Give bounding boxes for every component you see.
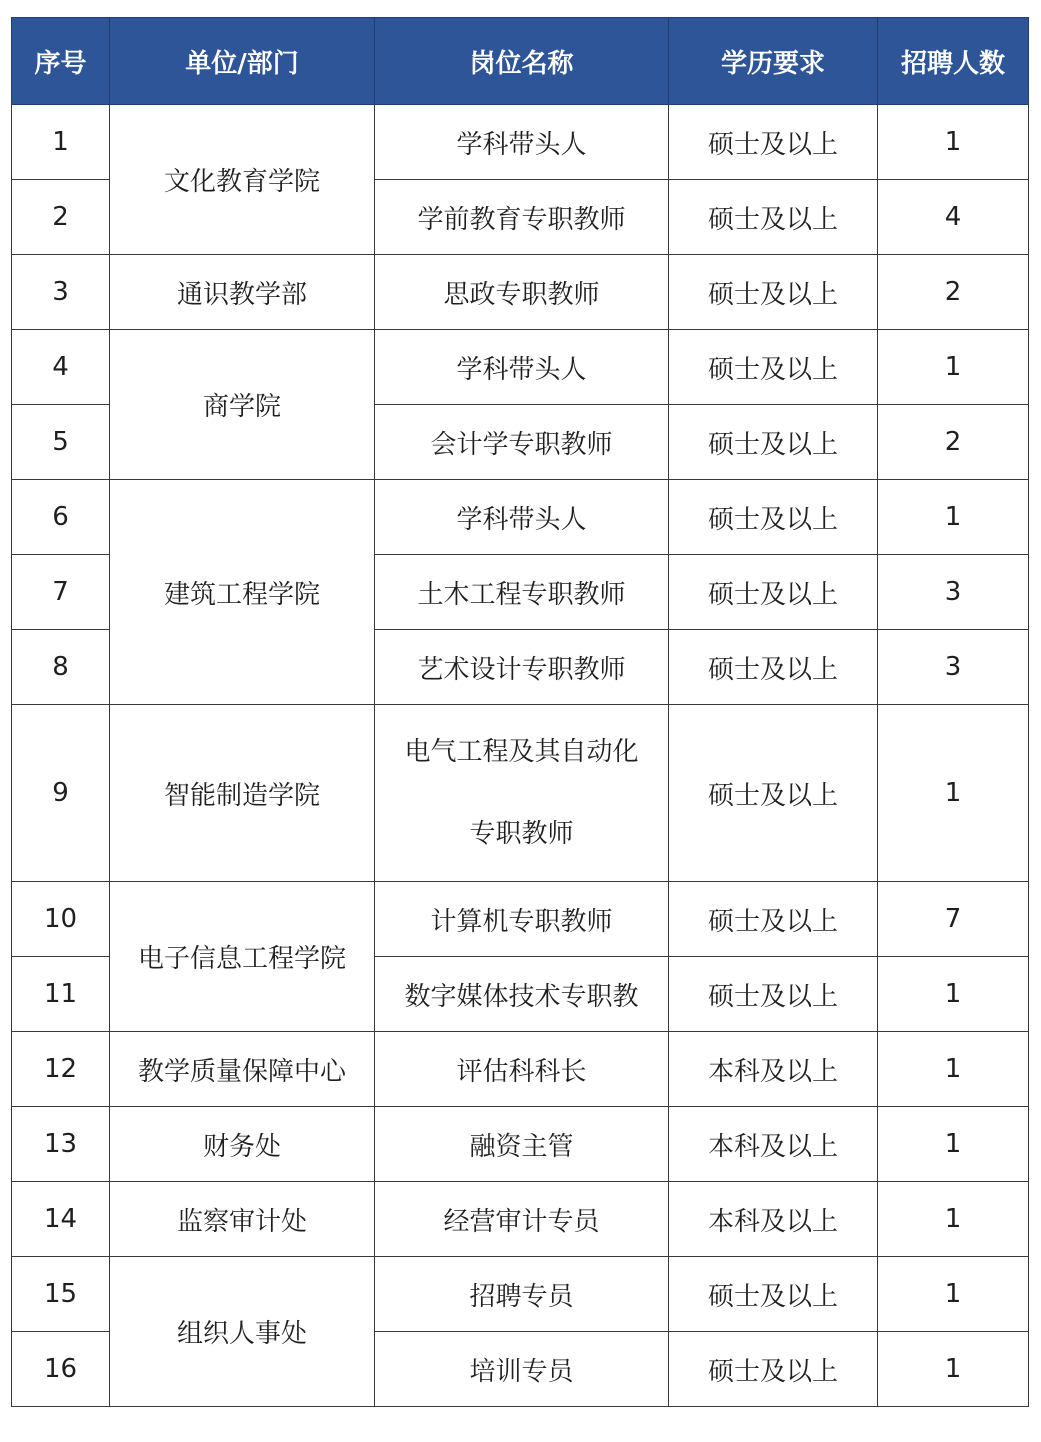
table-row [12,1257,1029,1332]
row-post: 培训专员 [375,1332,669,1407]
row-dept: 教学质量保障中心 [110,1032,375,1107]
table-row [12,1107,1029,1182]
row-edu: 硕士及以上 [669,255,878,330]
table-row [12,330,1029,405]
row-post: 学科带头人 [375,330,669,405]
row-edu: 硕士及以上 [669,882,878,957]
row-dept: 文化教育学院 [110,105,375,255]
table-row [12,480,1029,555]
row-post: 学科带头人 [375,105,669,180]
row-count: 7 [878,882,1029,957]
row-no: 10 [12,882,110,957]
row-edu: 硕士及以上 [669,405,878,480]
row-edu: 硕士及以上 [669,330,878,405]
row-edu: 硕士及以上 [669,180,878,255]
row-no: 14 [12,1182,110,1257]
row-no: 13 [12,1107,110,1182]
row-count: 1 [878,957,1029,1032]
row-edu: 硕士及以上 [669,1332,878,1407]
row-post: 计算机专职教师 [375,882,669,957]
row-no: 7 [12,555,110,630]
row-count: 1 [878,705,1029,882]
row-count: 1 [878,1257,1029,1332]
table-row [12,1182,1029,1257]
row-no: 2 [12,180,110,255]
row-post: 艺术设计专职教师 [375,630,669,705]
row-edu: 硕士及以上 [669,555,878,630]
row-no: 3 [12,255,110,330]
row-no: 9 [12,705,110,882]
row-count: 3 [878,555,1029,630]
header-post: 岗位名称 [375,18,669,105]
row-count: 1 [878,1332,1029,1407]
table-row [12,255,1029,330]
row-no: 1 [12,105,110,180]
row-edu: 本科及以上 [669,1107,878,1182]
row-count: 1 [878,1107,1029,1182]
row-post: 招聘专员 [375,1257,669,1332]
header-row [12,18,1029,105]
row-edu: 硕士及以上 [669,1257,878,1332]
row-no: 6 [12,480,110,555]
row-dept: 组织人事处 [110,1257,375,1407]
row-count: 3 [878,630,1029,705]
row-dept: 智能制造学院 [110,705,375,882]
row-no: 11 [12,957,110,1032]
row-post: 土木工程专职教师 [375,555,669,630]
table-row [12,705,1029,882]
row-post: 评估科科长 [375,1032,669,1107]
row-no: 15 [12,1257,110,1332]
header-count: 招聘人数 [878,18,1029,105]
row-post-line2: 专职教师 [469,819,574,849]
row-no: 16 [12,1332,110,1407]
row-dept: 建筑工程学院 [110,480,375,705]
row-count: 1 [878,1182,1029,1257]
row-edu: 硕士及以上 [669,705,878,882]
row-no: 4 [12,330,110,405]
row-post: 会计学专职教师 [375,405,669,480]
row-count: 1 [878,1032,1029,1107]
row-dept: 监察审计处 [110,1182,375,1257]
table-row [12,882,1029,957]
row-edu: 硕士及以上 [669,630,878,705]
row-no: 12 [12,1032,110,1107]
row-count: 1 [878,480,1029,555]
row-count: 4 [878,180,1029,255]
table-row [12,105,1029,180]
row-post: 经营审计专员 [375,1182,669,1257]
row-count: 2 [878,255,1029,330]
row-edu: 硕士及以上 [669,957,878,1032]
row-no: 8 [12,630,110,705]
row-dept: 电子信息工程学院 [110,882,375,1032]
table-row [12,1032,1029,1107]
row-post: 融资主管 [375,1107,669,1182]
row-post: 数字媒体技术专职教 [375,957,669,1032]
header-no: 序号 [12,18,110,105]
row-post: 思政专职教师 [375,255,669,330]
header-dept: 单位/部门 [110,18,375,105]
row-count: 2 [878,405,1029,480]
row-no: 5 [12,405,110,480]
row-post-line1: 电气工程及其自动化 [404,737,639,767]
row-post [375,705,669,882]
row-count: 1 [878,105,1029,180]
row-count: 1 [878,330,1029,405]
row-edu: 本科及以上 [669,1182,878,1257]
row-dept: 通识教学部 [110,255,375,330]
row-edu: 硕士及以上 [669,480,878,555]
row-post: 学科带头人 [375,480,669,555]
row-dept: 财务处 [110,1107,375,1182]
header-edu: 学历要求 [669,18,878,105]
row-edu: 本科及以上 [669,1032,878,1107]
row-post: 学前教育专职教师 [375,180,669,255]
row-dept: 商学院 [110,330,375,480]
row-edu: 硕士及以上 [669,105,878,180]
recruitment-table [11,17,1029,1407]
